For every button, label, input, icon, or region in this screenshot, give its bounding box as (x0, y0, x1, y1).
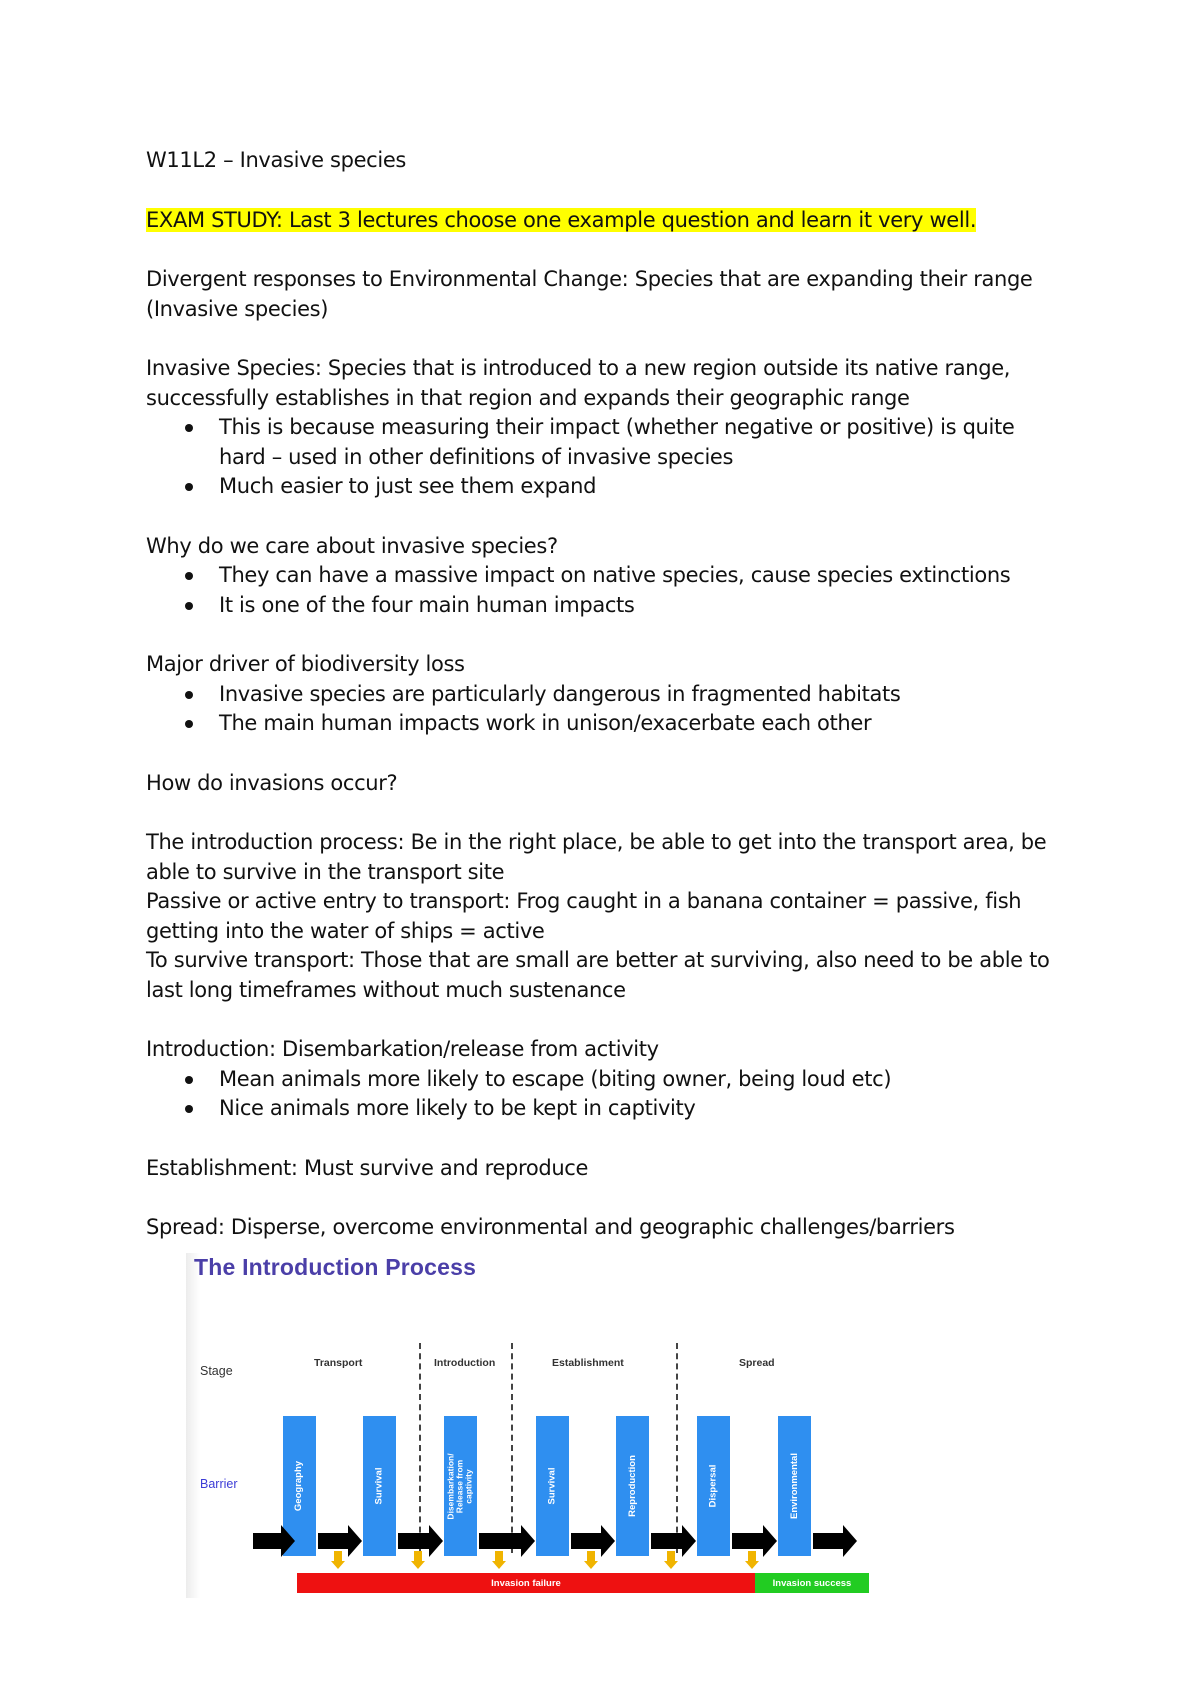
stage-transport: Transport (314, 1357, 363, 1369)
driver-heading: Major driver of biodiversity loss (146, 652, 465, 676)
barrier-survival-establishment: Survival (536, 1416, 569, 1556)
list-item: Much easier to just see them expand (219, 472, 1066, 502)
introduction-list (146, 1065, 1066, 1124)
why-list (146, 561, 1066, 620)
flow-arrow (571, 1533, 601, 1549)
flow-arrow (651, 1533, 682, 1549)
stage-establishment: Establishment (552, 1357, 624, 1369)
diagram-title: The Introduction Process (194, 1254, 477, 1280)
flow-arrow (253, 1533, 281, 1549)
stage-label: Stage (200, 1364, 233, 1378)
barrier-dispersal: Dispersal (697, 1416, 730, 1556)
introduction-heading: Introduction: Disembarkation/release from activity (146, 1037, 659, 1061)
barrier-geography: Geography (283, 1416, 316, 1556)
failure-drop-arrow (664, 1551, 678, 1569)
barrier-survival-transport: Survival (363, 1416, 396, 1556)
barrier-disembarkation: Disembarkation/ Release from captivity (444, 1416, 477, 1556)
list-item: Nice animals more likely to be kept in captivity (219, 1094, 1066, 1124)
driver-list (146, 680, 1066, 739)
flow-arrow (732, 1533, 763, 1549)
failure-drop-arrow (331, 1551, 345, 1569)
failure-drop-arrow (411, 1551, 425, 1569)
stage-spread: Spread (739, 1357, 775, 1369)
flow-arrow (813, 1533, 843, 1549)
failure-drop-arrow (584, 1551, 598, 1569)
intro-process-paragraph: The introduction process: Be in the right place, be able to get into the transport area, be able to survive in the transport site (146, 830, 1047, 884)
how-heading: How do invasions occur? (146, 770, 398, 795)
invasion-failure-bar: Invasion failure (297, 1573, 755, 1593)
barrier-environmental: Environmental (778, 1416, 811, 1556)
survive-transport-paragraph: To survive transport: Those that are small are better at surviving, also need to be able to last long timeframes without much sustenance (146, 948, 1050, 1002)
definition-list (146, 413, 1066, 502)
definition-paragraph: Invasive Species: Species that is introduced to a new region outside its native range, successfully establishes in that region and expands their geographic range (146, 356, 1011, 410)
failure-drop-arrow (745, 1551, 759, 1569)
failure-drop-arrow (492, 1551, 506, 1569)
flow-arrow (318, 1533, 348, 1549)
stage-separator (419, 1343, 421, 1553)
list-item: Invasive species are particularly dangerous in fragmented habitats (219, 680, 1066, 710)
introduction-process-diagram (186, 1253, 886, 1598)
stage-separator (511, 1343, 513, 1553)
spread-paragraph: Spread: Disperse, overcome environmental and geographic challenges/barriers (146, 1215, 955, 1239)
list-item: Mean animals more likely to escape (biting owner, being loud etc) (219, 1065, 1066, 1095)
stage-separator (676, 1343, 678, 1553)
divergent-paragraph: Divergent responses to Environmental Change: Species that are expanding their range (Invasive species) (146, 267, 1033, 321)
flow-arrow (398, 1533, 429, 1549)
list-item: It is one of the four main human impacts (219, 591, 1066, 621)
barrier-label: Barrier (200, 1477, 238, 1491)
barrier-reproduction: Reproduction (616, 1416, 649, 1556)
establishment-paragraph: Establishment: Must survive and reproduce (146, 1155, 589, 1180)
list-item: They can have a massive impact on native species, cause species extinctions (219, 561, 1066, 591)
list-item: The main human impacts work in unison/exacerbate each other (219, 709, 1066, 739)
flow-arrow (479, 1533, 521, 1549)
document-body (146, 146, 1066, 1243)
why-heading: Why do we care about invasive species? (146, 533, 558, 558)
invasion-success-bar: Invasion success (755, 1573, 869, 1593)
exam-note: EXAM STUDY: Last 3 lectures choose one example question and learn it very well. (146, 207, 977, 232)
stage-introduction: Introduction (434, 1357, 496, 1369)
list-item: This is because measuring their impact (whether negative or positive) is quite hard – used in other definitions of invasive species (219, 413, 1066, 472)
passive-active-paragraph: Passive or active entry to transport: Frog caught in a banana container = passive, fish getting into the water of ships = active (146, 889, 1022, 943)
doc-title: W11L2 – Invasive species (146, 148, 407, 172)
